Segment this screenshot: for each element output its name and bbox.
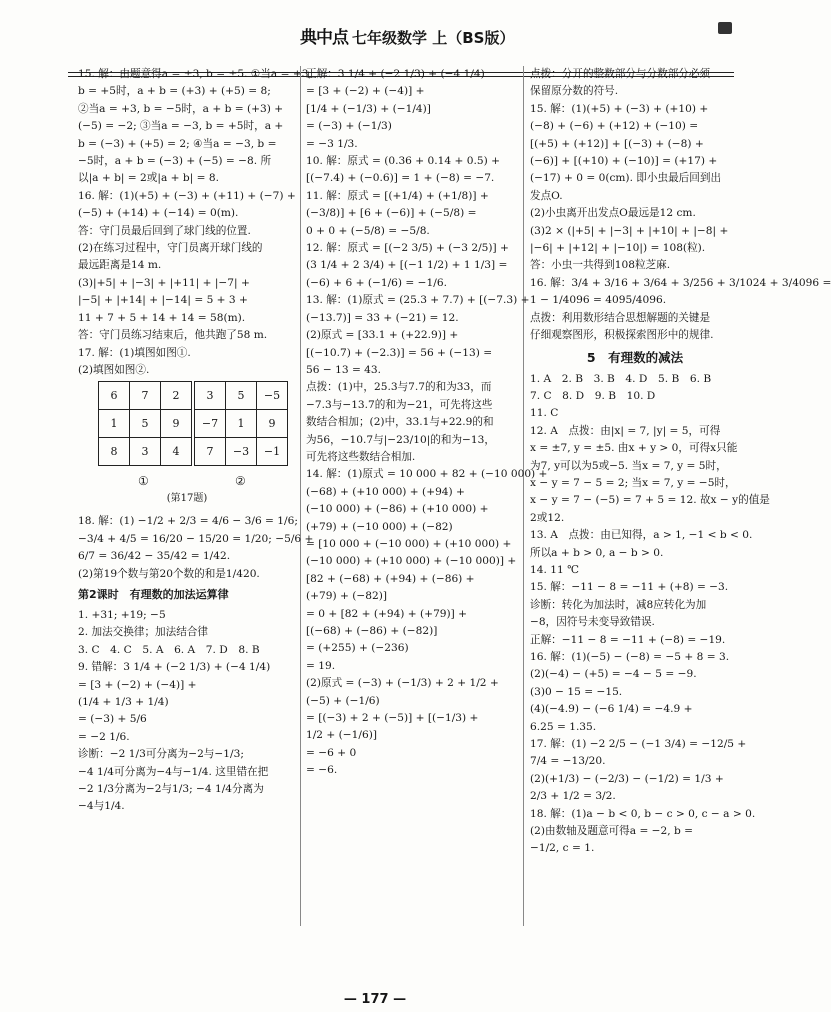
text-line: x − y = 7 − 5 = 2; 当x = 7, y = −5时， [530, 476, 736, 489]
text-line: 1 − 1/4096 = 4095/4096. [530, 294, 667, 307]
text-line: b = (−3) + (+5) = 2; ④当a = −3, b = [78, 137, 277, 150]
text-line: 答：守门员最后回到了球门线的位置. [78, 224, 251, 237]
text-line: (3)2 × (|+5| + |−3| + |+10| + |−8| + [530, 224, 729, 237]
grid-cell: −5 [257, 382, 288, 410]
grid-cell: 6 [99, 382, 130, 410]
text-line: = 0 + [82 + (+94) + (+79)] + [306, 607, 468, 620]
column-divider [300, 66, 301, 926]
text-line: 可先将这些数结合相加. [306, 450, 416, 463]
text-line: = (+255) + (−236) [306, 642, 409, 655]
text-line: [1/4 + (−1/3) + (−1/4)] [306, 102, 431, 115]
grid-cell: 5 [130, 410, 161, 438]
text-line: 2或12. [530, 511, 565, 524]
text-line: (1/4 + 1/3 + 1/4) [78, 695, 169, 708]
text-line: (2)小虫离开出发点O最远是12 cm. [530, 207, 696, 220]
text-line: 点拨：分开的整数部分与分数部分必须 [530, 68, 711, 80]
text-line: 2/3 + 1/2 = 3/2. [530, 790, 616, 803]
grid-cell: 9 [257, 410, 288, 438]
text-line: −4 1/4可分离为−4与−1/4. 这里错在把 [78, 765, 269, 778]
text-line: = [10 000 + (−10 000) + (+10 000) + [306, 537, 512, 550]
book-title: 七年级数学 上（BS版） [352, 29, 515, 47]
text-line: 16. 解：3/4 + 3/16 + 3/64 + 3/256 + 3/1024 + 3/4096 = [530, 276, 831, 289]
section-heading: 第2课时 有理数的加法运算律 [78, 587, 229, 601]
magic-square-2 [194, 381, 288, 466]
text-line: x = ±7, y = ±5. 由x + y > 0，可得x只能 [530, 442, 738, 455]
text-line: = −6. [306, 764, 338, 777]
grid-cell: −3 [226, 438, 257, 466]
grid-cell: 7 [195, 438, 226, 466]
text-line: = −6 + 0 [306, 746, 357, 759]
text-line: −1/2, c = 1. [530, 842, 595, 855]
text-line: |−5| + |+14| + |−14| = 5 + 3 + [78, 294, 248, 307]
grid-cell: 3 [195, 382, 226, 410]
column-left [78, 66, 314, 928]
text-line: 11. 解：原式 = [(+1/4) + (+1/8)] + [306, 189, 489, 202]
text-line: [(−7.4) + (−0.6)] = 1 + (−8) = −7. [306, 172, 495, 185]
text-line: = 19. [306, 659, 336, 672]
text-line: 56 − 13 = 43. [306, 363, 382, 376]
answer-block [530, 371, 770, 858]
text-line: (3)|+5| + |−3| + |+11| + |−7| + [78, 276, 250, 289]
text-line: = (−3) + (−1/3) [306, 120, 392, 133]
grid-cell: −1 [257, 438, 288, 466]
brand-logo: 典中点 [300, 28, 348, 48]
text-line: (3)0 − 15 = −15. [530, 685, 623, 698]
text-line: (2)原式 = [33.1 + (+22.9)] + [306, 329, 459, 342]
text-line: 7/4 = −13/20. [530, 755, 606, 768]
text-line: 9. 错解：3 1/4 + (−2 1/3) + (−4 1/4) [78, 661, 271, 674]
text-line: (−5) = −2; ③当a = −3, b = +5时，a + [78, 120, 284, 133]
figure-label: ① [138, 474, 149, 489]
text-line: 14. 解：(1)原式 = 10 000 + 82 + (−10 000) + [306, 468, 548, 481]
text-line: (−5) + (+14) + (−14) = 0(m). [78, 207, 239, 220]
text-line: 数结合相加；(2)中，33.1与+22.9的和 [306, 416, 494, 429]
grid-cell: −7 [195, 410, 226, 438]
grid-cell: 9 [161, 410, 192, 438]
text-line: = (−3) + 5/6 [78, 713, 147, 726]
text-line: −3/4 + 4/5 = 16/20 − 15/20 = 1/20; −5/6 + [78, 532, 314, 545]
grid-cell: 1 [226, 410, 257, 438]
text-line: 答：小虫一共得到108粒芝麻. [530, 259, 671, 272]
answer-block [78, 66, 312, 379]
text-line: (2)(−4) − (+5) = −4 − 5 = −9. [530, 668, 697, 681]
text-line: 1. A 2. B 3. B 4. D 5. B 6. B [530, 372, 712, 385]
text-line: (4)(−4.9) − (−6 1/4) = −4.9 + [530, 703, 693, 716]
text-line: 仔细观察图形，积极探索图形中的规律. [530, 329, 714, 342]
text-line: (2)由数轴及题意可得a = −2, b = [530, 825, 694, 838]
text-line: 11. C [530, 407, 559, 420]
text-line: [(−10.7) + (−2.3)] = 56 + (−13) = [306, 346, 493, 359]
text-line: (+79) + (−82)] [306, 590, 387, 603]
text-line: −7.3与−13.7的和为−21，可先将这些 [306, 398, 493, 411]
text-line: = −3 1/3. [306, 137, 358, 150]
text-line: = [3 + (−2) + (−4)] + [78, 678, 197, 691]
magic-square-1 [98, 381, 192, 466]
text-line: 18. 解：(1)a − b < 0, b − c > 0, c − a > 0. [530, 807, 756, 820]
text-line: (2)原式 = (−3) + (−1/3) + 2 + 1/2 + [306, 677, 499, 690]
answer-block [530, 66, 831, 345]
text-line: 答：守门员练习结束后，他共跑了58 m. [78, 329, 268, 342]
text-line: (−8) + (−6) + (+12) + (−10) = [530, 120, 699, 133]
page-header [0, 22, 750, 62]
text-line: 以|a + b| = 2或|a + b| = 8. [78, 172, 219, 185]
text-line: 所以a + b > 0, a − b > 0. [530, 546, 664, 559]
text-line: 12. A 点拨：由|x| = 7, |y| = 5，可得 [530, 424, 721, 437]
text-line: (−68) + (+10 000) + (+94) + [306, 485, 465, 498]
text-line: (3 1/4 + 2 3/4) + [(−1 1/2) + 1 1/3] = [306, 259, 508, 272]
text-line: 12. 解：原式 = [(−2 3/5) + (−3 2/5)] + [306, 242, 509, 255]
text-line: 15. 解：由题意得a = ±3, b = ±5. ①当a = +3, [78, 68, 312, 80]
text-line: (−6)] + [(+10) + (−10)] = (+17) + [530, 155, 718, 168]
text-line: 正解：−11 − 8 = −11 + (−8) = −19. [530, 633, 726, 646]
text-line: 13. 解：(1)原式 = (25.3 + 7.7) + [(−7.3) + [306, 294, 530, 307]
text-line: (2)第19个数与第20个数的和是1/420. [78, 567, 260, 580]
text-line: (−10 000) + (+10 000) + (−10 000)] + [306, 555, 517, 568]
text-line: 1/2 + (−1/6)] [306, 729, 377, 742]
text-line: (−3/8)] + [6 + (−6)] + (−5/8) = [306, 207, 477, 220]
text-line: 为7, y可以为5或−5. 当x = 7, y = 5时， [530, 459, 727, 472]
figure-label: ② [235, 474, 246, 489]
text-line: (−13.7)] = 33 + (−21) = 12. [306, 311, 459, 324]
text-line: 发点O. [530, 189, 563, 202]
text-line: 18. 解：(1) −1/2 + 2/3 = 4/6 − 3/6 = 1/6; [78, 515, 298, 528]
text-line: 14. 11 ℃ [530, 563, 579, 576]
figure-labels [78, 473, 296, 491]
page-number: — 177 — [343, 992, 407, 1007]
grid-cell: 2 [161, 382, 192, 410]
text-line: (+79) + (−10 000) + (−82) [306, 520, 453, 533]
text-line: (2)在练习过程中，守门员离开球门线的 [78, 242, 263, 255]
text-line: [(+5) + (+12)] + [(−3) + (−8) + [530, 137, 704, 150]
column-right [530, 66, 831, 928]
text-line: −2 1/3分离为−2与1/3; −4 1/4分离为 [78, 783, 264, 795]
text-line: 11 + 7 + 5 + 14 + 14 = 58(m). [78, 311, 246, 324]
grid-cell: 3 [130, 438, 161, 466]
text-line: (−5) + (−1/6) [306, 694, 380, 707]
text-line: −4与1/4. [78, 800, 125, 813]
text-line: x − y = 7 − (−5) = 7 + 5 = 12. 故x − y的值是 [530, 494, 770, 507]
text-line: 诊断：−2 1/3可分离为−2与−1/3; [78, 748, 244, 761]
corner-tab-icon [718, 22, 732, 34]
text-line: −5时，a + b = (−3) + (−5) = −8. 所 [78, 155, 272, 168]
text-line: (−17) + 0 = 0(cm). 即小虫最后回到出 [530, 172, 722, 185]
text-line: = [3 + (−2) + (−4)] + [306, 85, 425, 98]
text-line: b = +5时，a + b = (+3) + (+5) = 8; [78, 85, 271, 98]
text-line: 6.25 = 1.35. [530, 720, 597, 733]
text-line: 16. 解：(1)(+5) + (−3) + (+11) + (−7) + [78, 189, 296, 202]
text-line: 正解：3 1/4 + (−2 1/3) + (−4 1/4) [306, 68, 485, 80]
grid-cell: 4 [161, 438, 192, 466]
grid-cell: 8 [99, 438, 130, 466]
text-line: 点拨：(1)中，25.3与7.7的和为33，而 [306, 381, 492, 394]
text-line: = −2 1/6. [78, 730, 130, 743]
figure-caption: (第17题) [166, 493, 208, 505]
grid-cell: 1 [99, 410, 130, 438]
text-line: 13. A 点拨：由已知得，a > 1, −1 < b < 0. [530, 529, 753, 542]
text-line: 17. 解：(1) −2 2/5 − (−1 3/4) = −12/5 + [530, 738, 747, 751]
text-line: 最远距离是14 m. [78, 259, 162, 272]
text-line: 3. C 4. C 5. A 6. A 7. D 8. B [78, 643, 260, 656]
text-line: ②当a = +3, b = −5时，a + b = (+3) + [78, 102, 284, 115]
text-line: 6/7 = 36/42 − 35/42 = 1/42. [78, 550, 231, 563]
text-line: (2)填图如图②. [78, 363, 150, 376]
text-line: 10. 解：原式 = (0.36 + 0.14 + 0.5) + [306, 155, 500, 168]
text-line: 点拨：利用数形结合思想解题的关键是 [530, 311, 711, 324]
text-line: 保留原分数的符号. [530, 85, 619, 98]
magic-square-figures [78, 381, 296, 473]
text-line: (2)(+1/3) − (−2/3) − (−1/2) = 1/3 + [530, 772, 724, 785]
text-line: −8，因符号未变导致错误. [530, 616, 655, 629]
text-line: 为56，−10.7与|−23/10|的和为−13， [306, 433, 496, 446]
text-line: 15. 解：−11 − 8 = −11 + (+8) = −3. [530, 581, 729, 594]
text-line: 17. 解：(1)填图如图①. [78, 346, 191, 359]
text-line: [(−68) + (−86) + (−82)] [306, 625, 438, 637]
text-line: 0 + 0 + (−5/8) = −5/8. [306, 224, 430, 237]
answer-block [78, 513, 314, 583]
text-line: [82 + (−68) + (+94) + (−86) + [306, 572, 475, 585]
text-line: 诊断：转化为加法时，减8应转化为加 [530, 598, 707, 611]
text-line: (−10 000) + (−86) + (+10 000) + [306, 503, 489, 516]
text-line: 15. 解：(1)(+5) + (−3) + (+10) + [530, 102, 709, 115]
grid-cell: 7 [130, 382, 161, 410]
text-line: 7. C 8. D 9. B 10. D [530, 389, 656, 402]
text-line: 16. 解：(1)(−5) − (−8) = −5 + 8 = 3. [530, 651, 730, 663]
text-line: |−6| + |+12| + |−10|) = 108(粒). [530, 242, 706, 255]
text-line: = [(−3) + 2 + (−5)] + [(−1/3) + [306, 712, 479, 725]
text-line: (−6) + 6 + (−1/6) = −1/6. [306, 276, 447, 289]
section-heading: 5 有理数的减法 [586, 349, 684, 365]
text-line: 1. +31; +19; −5 [78, 608, 166, 621]
text-line: 2. 加法交换律；加法结合律 [78, 626, 209, 639]
answer-block [78, 607, 296, 816]
grid-cell: 5 [226, 382, 257, 410]
column-divider [523, 66, 524, 926]
